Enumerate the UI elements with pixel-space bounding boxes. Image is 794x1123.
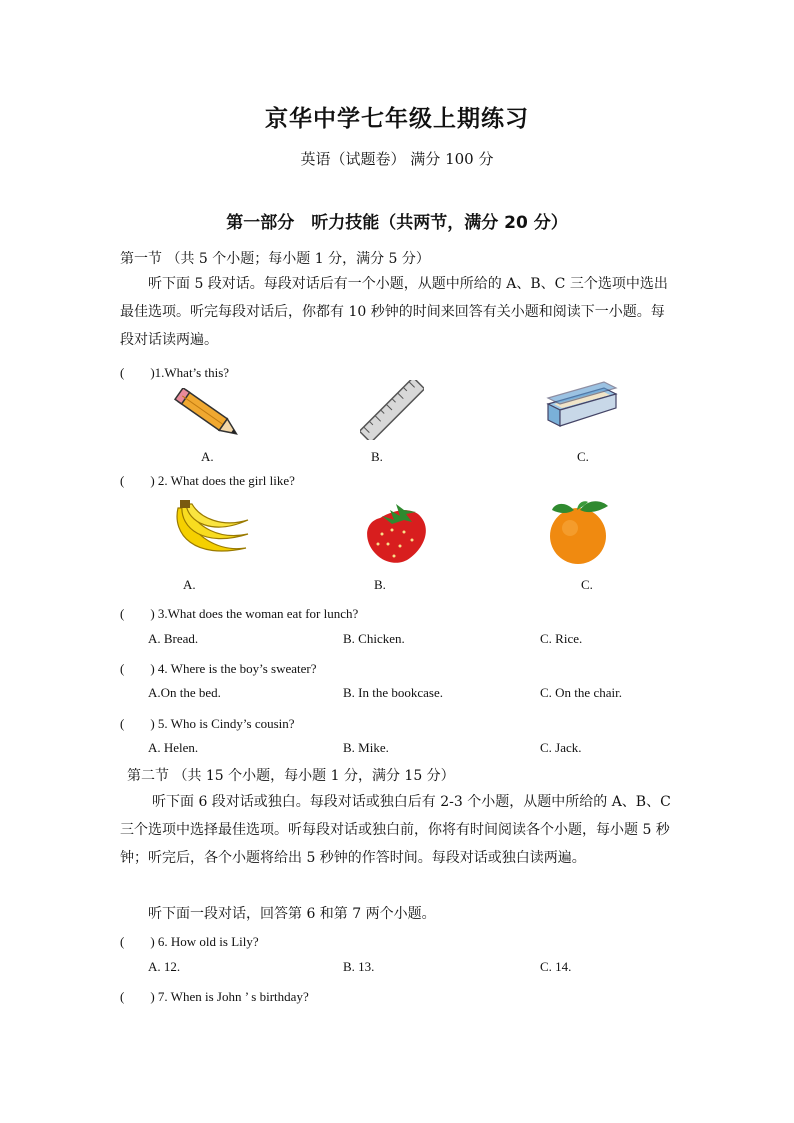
q2-label-a: A.	[183, 577, 196, 592]
section1-instructions: 听下面 5 段对话。每段对话后有一个小题，从题中所给的 A、B、C 三个选项中选出最佳选项。听完每段对话后，你都有 10 秒钟的时间来回答有关小题和阅读下一小题。每段对话读两遍。	[120, 276, 668, 348]
q2-label-c: C.	[581, 577, 593, 592]
question-3: ( ) 3.What does the woman eat for lunch?	[120, 606, 359, 621]
question-7: ( ) 7. When is John ’ s birthday?	[120, 989, 309, 1004]
q5-option-c: C. Jack.	[540, 740, 582, 755]
q3-option-c: C. Rice.	[540, 631, 583, 646]
q4-option-a: A.On the bed.	[148, 685, 221, 700]
q6-option-b: B. 13.	[343, 959, 375, 974]
question-1: ( )1.What’s this?	[120, 365, 230, 380]
q3-option-b: B. Chicken.	[343, 631, 405, 646]
strawberry-icon	[360, 500, 436, 568]
q1-label-a: A.	[201, 449, 214, 464]
question-5: ( ) 5. Who is Cindy’s cousin?	[120, 716, 295, 731]
page-subtitle: 英语（试题卷） 满分 100 分	[300, 150, 494, 168]
question-6: ( ) 6. How old is Lily?	[120, 934, 259, 949]
banana-icon	[170, 498, 252, 566]
q1-label-b: B.	[371, 449, 383, 464]
q4-option-c: C. On the chair.	[540, 685, 622, 700]
question-4: ( ) 4. Where is the boy’s sweater?	[120, 661, 317, 676]
q6-option-c: C. 14.	[540, 959, 572, 974]
q5-option-b: B. Mike.	[343, 740, 389, 755]
q3-option-a: A. Bread.	[148, 631, 199, 646]
page-title: 京华中学七年级上期练习	[265, 106, 529, 132]
ruler-icon	[360, 380, 424, 440]
part1-heading: 第一部分 听力技能（共两节，满分 20 分）	[226, 213, 568, 233]
q2-label-b: B.	[374, 577, 386, 592]
question-2: ( ) 2. What does the girl like?	[120, 473, 295, 488]
q5-option-a: A. Helen.	[148, 740, 199, 755]
dialog-note: 听下面一段对话，回答第 6 和第 7 两个小题。	[148, 906, 436, 922]
q6-option-a: A. 12.	[148, 959, 181, 974]
section2-heading: 第二节 （共 15 个小题，每小题 1 分，满分 15 分）	[127, 768, 455, 784]
q1-label-c: C.	[577, 449, 589, 464]
pencil-box-icon	[544, 380, 620, 432]
q4-option-b: B. In the bookcase.	[343, 685, 444, 700]
section2-instructions: 听下面 6 段对话或独白。每段对话或独白后有 2-3 个小题，从题中所给的 A、B、C 三个选项中选择最佳选项。听每段对话或独白前，你将有时间阅读各个小题，每小题 5 秒钟；听完后，各个小题将给出 5 秒钟的作答时间。每段对话或独白读两遍。	[120, 794, 671, 866]
section1-heading: 第一节 （共 5 个小题；每小题 1 分，满分 5 分）	[120, 251, 430, 267]
orange-icon	[544, 498, 616, 566]
pencil-icon	[172, 388, 250, 444]
